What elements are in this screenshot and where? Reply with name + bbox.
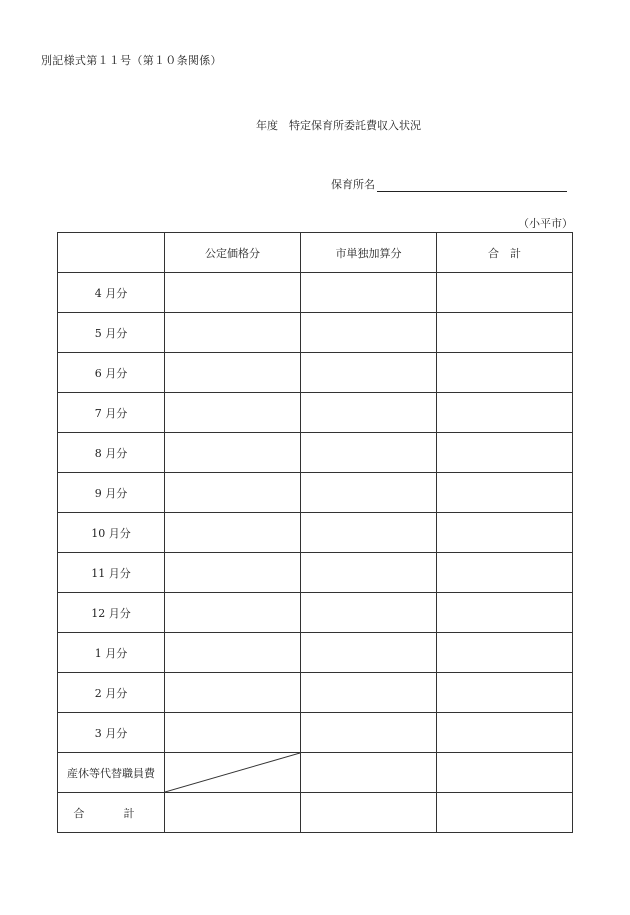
table-row [58,393,573,433]
city-addition-cell[interactable] [301,393,437,433]
official-price-cell[interactable] [165,473,301,513]
city-addition-cell[interactable] [301,713,437,753]
city-addition-cell[interactable] [301,633,437,673]
row-label: 3 月分 [58,713,165,753]
city-addition-cell[interactable] [301,353,437,393]
city-addition-cell[interactable] [301,593,437,633]
official-price-cell-struck [165,753,301,793]
row-label: 10 月分 [58,513,165,553]
official-price-cell[interactable] [165,673,301,713]
table-row [58,513,573,553]
total-cell[interactable] [437,353,573,393]
row-label: 5 月分 [58,313,165,353]
official-price-cell[interactable] [165,633,301,673]
total-cell[interactable] [437,553,573,593]
city-addition-cell[interactable] [301,473,437,513]
official-price-cell[interactable] [165,273,301,313]
row-label: 11 月分 [58,553,165,593]
table-header-row [58,233,573,273]
city-addition-cell[interactable] [301,673,437,713]
total-cell[interactable] [437,513,573,553]
total-cell[interactable] [437,593,573,633]
table-row [58,473,573,513]
row-label: 8 月分 [58,433,165,473]
table-row [58,633,573,673]
official-price-cell[interactable] [165,393,301,433]
table-row [58,273,573,313]
city-label: （小平市） [518,217,573,230]
header-city-addition: 市単独加算分 [301,233,437,273]
table-row [58,673,573,713]
total-cell[interactable] [437,673,573,713]
official-price-cell[interactable] [165,353,301,393]
header-corner-cell [58,233,165,273]
official-price-cell[interactable] [165,593,301,633]
official-price-cell[interactable] [165,433,301,473]
city-addition-cell[interactable] [301,513,437,553]
table-row [58,553,573,593]
city-addition-cell[interactable] [301,433,437,473]
form-number: 別記様式第１１号（第１０条関係） [41,54,222,67]
official-price-cell[interactable] [165,513,301,553]
header-official-price: 公定価格分 [165,233,301,273]
city-addition-cell[interactable] [301,793,437,833]
row-label: 7 月分 [58,393,165,433]
total-cell[interactable] [437,473,573,513]
table-row [58,433,573,473]
facility-name-line [331,176,567,192]
row-label: 1 月分 [58,633,165,673]
document-title: 年度 特定保育所委託費収入状況 [256,119,421,132]
row-label: 9 月分 [58,473,165,513]
facility-name-field[interactable] [377,179,567,192]
city-addition-cell[interactable] [301,313,437,353]
row-label: 12 月分 [58,593,165,633]
income-status-table [57,232,573,833]
facility-label: 保育所名 [331,178,375,191]
city-addition-cell[interactable] [301,273,437,313]
total-cell[interactable] [437,313,573,353]
total-cell[interactable] [437,393,573,433]
table-row [58,713,573,753]
row-label: 4 月分 [58,273,165,313]
diagonal-strike [165,753,300,792]
table-row [58,313,573,353]
city-addition-cell[interactable] [301,753,437,793]
total-cell[interactable] [437,633,573,673]
official-price-cell[interactable] [165,793,301,833]
row-label: 2 月分 [58,673,165,713]
table-row-total [58,793,573,833]
row-label: 6 月分 [58,353,165,393]
header-total: 合 計 [437,233,573,273]
official-price-cell[interactable] [165,313,301,353]
total-cell[interactable] [437,793,573,833]
table-row-substitute-staff [58,753,573,793]
official-price-cell[interactable] [165,713,301,753]
official-price-cell[interactable] [165,553,301,593]
row-label: 産休等代替職員費 [58,753,165,793]
table-row [58,593,573,633]
total-cell[interactable] [437,273,573,313]
total-cell[interactable] [437,713,573,753]
total-cell[interactable] [437,433,573,473]
table-row [58,353,573,393]
row-label: 合 計 [58,793,165,833]
city-addition-cell[interactable] [301,553,437,593]
total-cell[interactable] [437,753,573,793]
